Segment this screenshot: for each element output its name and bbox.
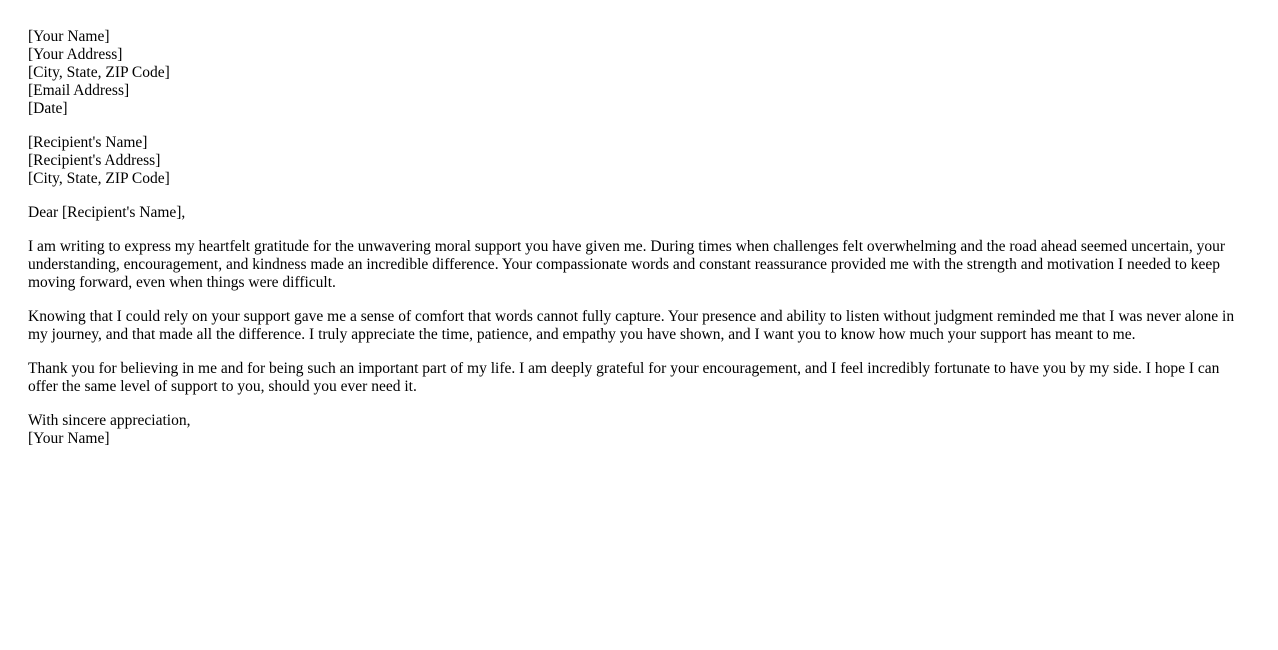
- salutation: Dear [Recipient's Name],: [28, 204, 186, 221]
- closing-phrase: With sincere appreciation,: [28, 412, 191, 429]
- body-paragraph-2: Knowing that I could rely on your support gave me a sense of comfort that words cannot fully capture. Your presence and ability to listen without judgment reminded me that I was never alone in my journey, and that made all the difference. I truly appreciate the time, patience, and empathy you have shown, and I want you to know how much your support has meant to me.: [28, 308, 1235, 343]
- body-paragraph-3: Thank you for believing in me and for being such an important part of my life. I am deeply grateful for your encouragement, and I feel incredibly fortunate to have you by my side. I hope I can offer the same level of support to you, should you ever need it.: [28, 360, 1220, 395]
- sender-email: [Email Address]: [28, 82, 130, 99]
- letter-date: [Date]: [28, 100, 68, 117]
- sender-address: [Your Address]: [28, 46, 123, 63]
- body-paragraph-1: I am writing to express my heartfelt gratitude for the unwavering moral support you have given me. During times when challenges felt overwhelming and the road ahead seemed uncertain, your understanding, encouragement, and kindness made an incredible difference. Your compassionate words and constant reassurance provided me with the strength and motivation I needed to keep moving forward, even when things were difficult.: [28, 238, 1225, 291]
- recipient-address: [Recipient's Address]: [28, 152, 161, 169]
- letter: [28, 28, 1248, 464]
- sender-city-state-zip: [City, State, ZIP Code]: [28, 64, 170, 81]
- recipient-name: [Recipient's Name]: [28, 134, 148, 151]
- recipient-city-state-zip: [City, State, ZIP Code]: [28, 170, 170, 187]
- recipient-block: [28, 134, 1248, 188]
- closing-block: [28, 412, 1248, 448]
- sender-block: [28, 28, 1248, 118]
- closing-signature: [Your Name]: [28, 430, 110, 447]
- sender-name: [Your Name]: [28, 28, 110, 45]
